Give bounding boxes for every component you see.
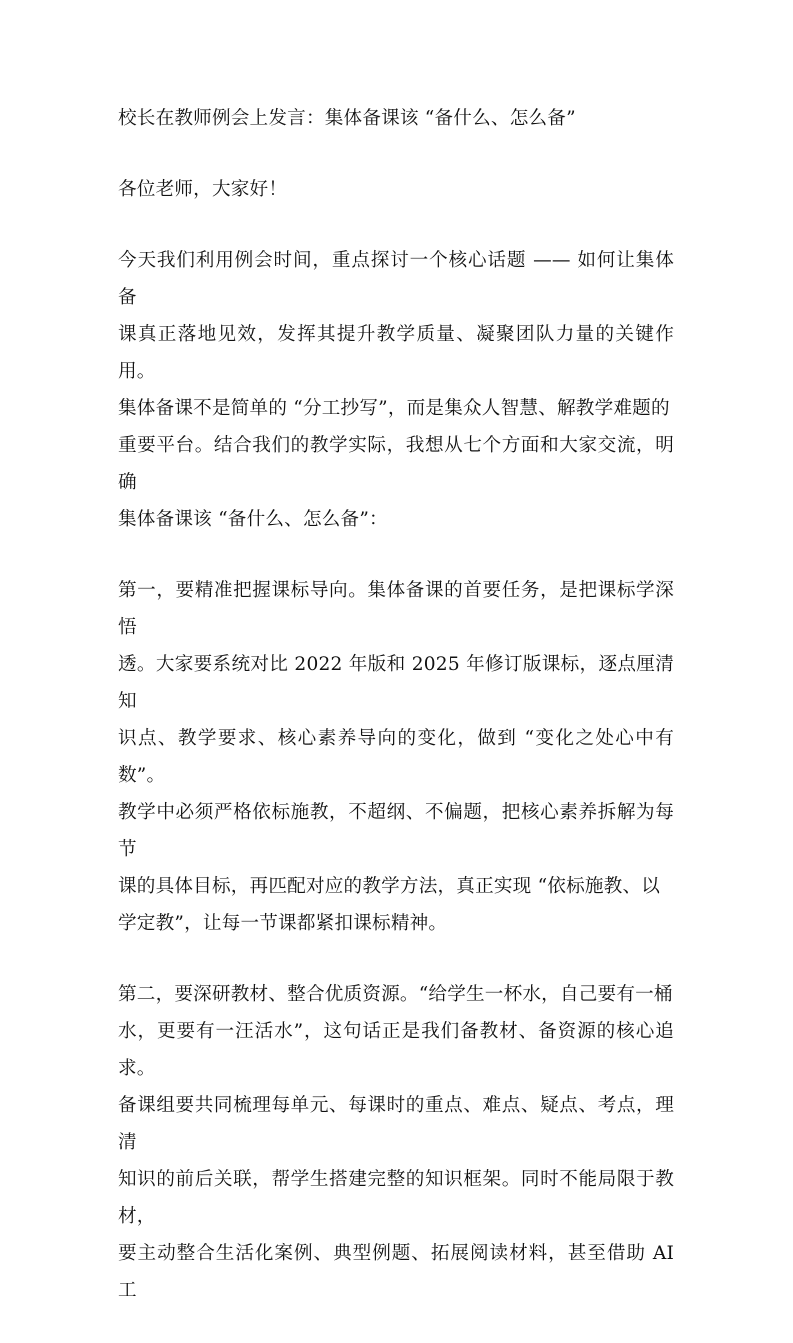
document-page [118, 100, 674, 1343]
text-line: 透。大家要系统对比 2022 年版和 2025 年修订版课标，逐点厘清知 [118, 654, 674, 712]
greeting: 各位老师，大家好！ [118, 179, 288, 200]
document-title: 校长在教师例会上发言：集体备课该 “备什么、怎么备” [118, 108, 576, 129]
text-line: 学定教”，让每一节课都紧扣课标精神。 [118, 913, 448, 934]
paragraph-point-2 [118, 976, 674, 1309]
text-line: 知识的前后关联，帮学生搭建完整的知识框架。同时不能局限于教材， [118, 1169, 674, 1227]
text-line: 集体备课不是简单的 “分工抄写”，而是集众人智慧、解教学难题的 [118, 398, 670, 419]
text-line: 第二，要深研教材、整合优质资源。“给学生一杯水，自己要有一桶 [118, 984, 673, 1005]
text-line: 课真正落地见效，发挥其提升教学质量、凝聚团队力量的关键作用。 [118, 324, 674, 382]
paragraph-point-1 [118, 572, 674, 942]
text-line: 备课组要共同梳理每单元、每课时的重点、难点、疑点、考点，理清 [118, 1095, 674, 1153]
paragraph-intro [118, 242, 674, 538]
text-line: 水，更要有一汪活水”，这句话正是我们备教材、备资源的核心追求。 [118, 1021, 674, 1079]
text-line: 重要平台。结合我们的教学实际，我想从七个方面和大家交流，明确 [118, 435, 674, 493]
text-line: 教学中必须严格依标施教，不超纲、不偏题，把核心素养拆解为每节 [118, 802, 674, 860]
text-line: 今天我们利用例会时间，重点探讨一个核心话题 —— 如何让集体备 [118, 250, 674, 308]
text-line: 第一，要精准把握课标导向。集体备课的首要任务，是把课标学深悟 [118, 580, 674, 638]
text-line: 集体备课该 “备什么、怎么备”： [118, 509, 388, 530]
text-line: 课的具体目标，再匹配对应的教学方法，真正实现 “依标施教、以 [118, 876, 661, 897]
text-line: 要主动整合生活化案例、典型例题、拓展阅读材料，甚至借助 AI 工 [118, 1243, 674, 1301]
text-line: 识点、教学要求、核心素养导向的变化，做到 “变化之处心中有数”。 [118, 728, 674, 786]
